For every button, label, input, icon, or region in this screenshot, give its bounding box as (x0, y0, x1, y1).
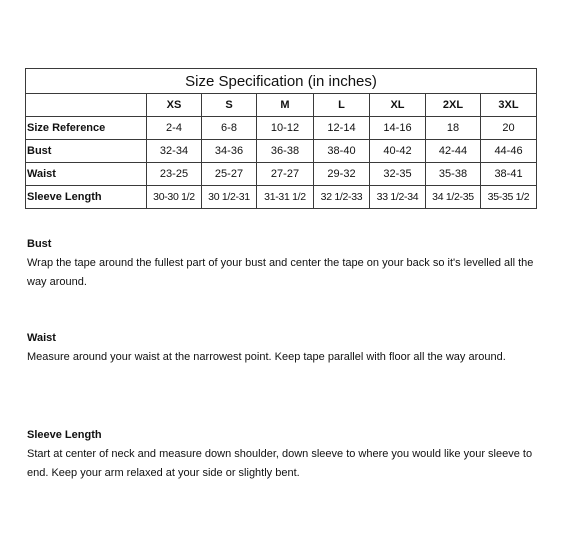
size-header-row (26, 94, 537, 117)
size-specification-table (25, 68, 537, 209)
table-row-size-reference (26, 117, 537, 140)
size-header-3xl: 3XL (481, 94, 537, 117)
sleeve-length-description: Start at center of neck and measure down shoulder, down sleeve to where you would like your sleeve to end. Keep your arm relaxed at your side or slightly bent. (27, 448, 533, 479)
table-cell: 29-32 (314, 163, 370, 186)
table-cell: 14-16 (370, 117, 426, 140)
table-title-row (26, 69, 537, 94)
table-cell: 23-25 (147, 163, 202, 186)
table-cell: 44-46 (481, 140, 537, 163)
row-label-bust: Bust (26, 140, 147, 163)
bust-heading: Bust (27, 238, 52, 250)
table-cell: 33 1/2-34 (370, 186, 426, 209)
table-cell: 6-8 (202, 117, 257, 140)
table-cell: 32-35 (370, 163, 426, 186)
size-header-xl: XL (370, 94, 426, 117)
size-header-s: S (202, 94, 257, 117)
row-label-sleeve-length: Sleeve Length (26, 186, 147, 209)
sleeve-length-instructions (27, 427, 542, 483)
table-cell: 2-4 (147, 117, 202, 140)
size-header-l: L (314, 94, 370, 117)
table-row-waist (26, 163, 537, 186)
size-header-2xl: 2XL (426, 94, 481, 117)
table-cell: 31-31 1/2 (257, 186, 314, 209)
table-cell: 18 (426, 117, 481, 140)
table-row-sleeve-length (26, 186, 537, 209)
table-cell: 32-34 (147, 140, 202, 163)
table-cell: 32 1/2-33 (314, 186, 370, 209)
table-cell: 42-44 (426, 140, 481, 163)
table-cell: 30-30 1/2 (147, 186, 202, 209)
table-cell: 35-35 1/2 (481, 186, 537, 209)
waist-description: Measure around your waist at the narrowest point. Keep tape parallel with floor all the way around. (27, 351, 506, 363)
bust-description: Wrap the tape around the fullest part of your bust and center the tape on your back so it's levelled all the way around. (27, 257, 534, 288)
table-cell: 20 (481, 117, 537, 140)
table-cell: 34 1/2-35 (426, 186, 481, 209)
size-header-m: M (257, 94, 314, 117)
table-cell: 35-38 (426, 163, 481, 186)
table-cell: 34-36 (202, 140, 257, 163)
table-cell: 27-27 (257, 163, 314, 186)
table-cell: 12-14 (314, 117, 370, 140)
table-cell: 36-38 (257, 140, 314, 163)
waist-instructions (27, 330, 542, 367)
size-header-xs: XS (147, 94, 202, 117)
table-cell: 25-27 (202, 163, 257, 186)
row-label-size-reference: Size Reference (26, 117, 147, 140)
table-cell: 30 1/2-31 (202, 186, 257, 209)
table-cell: 10-12 (257, 117, 314, 140)
table-row-bust (26, 140, 537, 163)
bust-instructions (27, 236, 542, 292)
table-cell: 38-40 (314, 140, 370, 163)
table-cell: 38-41 (481, 163, 537, 186)
table-title: Size Specification (in inches) (26, 69, 537, 94)
header-corner-cell (26, 94, 147, 117)
waist-heading: Waist (27, 332, 56, 344)
row-label-waist: Waist (26, 163, 147, 186)
table-cell: 40-42 (370, 140, 426, 163)
sleeve-length-heading: Sleeve Length (27, 429, 102, 441)
